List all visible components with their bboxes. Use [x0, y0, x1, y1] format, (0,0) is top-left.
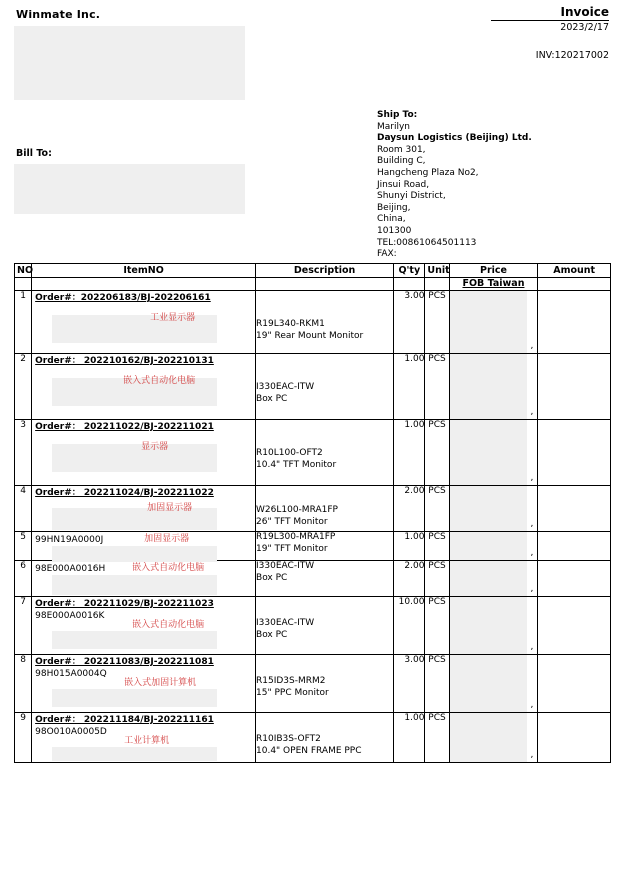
itemno-redacted-block [52, 689, 217, 707]
row-no: 1 [15, 291, 32, 354]
row-amount [538, 597, 611, 655]
row-amount [538, 291, 611, 354]
price-value: , [530, 473, 534, 483]
item-chinese-label: 加固显示器 [147, 503, 193, 513]
itemno-redacted-block [52, 747, 217, 761]
item-chinese-label: 显示器 [141, 442, 169, 452]
row-amount [538, 354, 611, 420]
row-unit: PCS [425, 713, 449, 763]
row-no: 6 [15, 561, 32, 597]
row-itemno-cell [32, 354, 256, 420]
table-row [15, 354, 611, 420]
item-chinese-label: 嵌入式自动化电脑 [123, 376, 196, 386]
row-qty: 3.00 [394, 291, 425, 354]
row-no: 5 [15, 532, 32, 561]
desc-model: R10L100-OFT2 [256, 448, 323, 458]
row-description-cell [256, 291, 394, 354]
col-unit: Unit [425, 264, 449, 278]
row-description-cell [256, 354, 394, 420]
row-qty: 1.00 [394, 354, 425, 420]
row-price [449, 655, 538, 713]
col-qty: Q'ty [394, 264, 425, 278]
item-chinese-label: 嵌入式自动化电脑 [132, 620, 205, 630]
ship-to-line-0: Room 301, [377, 144, 426, 155]
price-value: , [530, 700, 534, 710]
price-redacted-block [450, 532, 528, 560]
ship-to-attn: Marilyn [377, 121, 411, 132]
fob-spacer-amount [538, 278, 611, 291]
order-number: Order#： 202211029/BJ-202211023 [35, 599, 214, 609]
fob-spacer-desc [256, 278, 394, 291]
row-unit: PCS [425, 291, 449, 354]
ship-to-company: Daysun Logistics (Beijing) Ltd. [377, 133, 532, 144]
order-number: Order#： 202210162/BJ-202210131 [35, 356, 214, 366]
ship-to-line-6: China, [377, 214, 406, 225]
fob-term: FOB Taiwan [449, 278, 538, 291]
row-amount [538, 532, 611, 561]
order-number: Order#： 202211184/BJ-202211161 [35, 715, 214, 725]
item-number: 98E000A0016K [35, 611, 105, 621]
row-amount [538, 420, 611, 486]
desc-model: R10IB3S-OFT2 [256, 734, 321, 744]
row-description-cell [256, 561, 394, 597]
ship-to-block [377, 110, 532, 261]
row-price [449, 420, 538, 486]
ship-to-line-9: FAX: [377, 249, 397, 260]
row-no: 7 [15, 597, 32, 655]
item-chinese-label: 嵌入式自动化电脑 [132, 563, 205, 573]
invoice-number: INV:120217002 [535, 50, 609, 61]
price-redacted-block [450, 420, 528, 485]
row-amount [538, 561, 611, 597]
row-no: 3 [15, 420, 32, 486]
item-number: 98O010A0005D [35, 727, 107, 737]
row-qty: 1.00 [394, 713, 425, 763]
price-redacted-block [450, 561, 528, 596]
desc-text: 10.4" OPEN FRAME PPC [256, 745, 362, 756]
desc-model: R19L300-MRA1FP [256, 532, 336, 542]
row-itemno-cell [32, 713, 256, 763]
desc-text: 19" Rear Mount Monitor [256, 330, 364, 341]
row-no: 4 [15, 486, 32, 532]
ship-to-line-2: Hangcheng Plaza No2, [377, 167, 479, 178]
desc-text: 10.4" TFT Monitor [256, 459, 337, 470]
col-itemno: ItemNO [32, 264, 256, 278]
title-underline [491, 20, 609, 21]
order-number: Order#： 202211024/BJ-202211022 [35, 488, 214, 498]
table-row [15, 291, 611, 354]
row-description-cell [256, 420, 394, 486]
itemno-redacted-block [52, 631, 217, 649]
line-items-table [14, 263, 611, 763]
item-chinese-label: 工业显示器 [150, 313, 196, 323]
company-logo-placeholder [14, 26, 245, 100]
row-no: 9 [15, 713, 32, 763]
item-number: 98E000A0016H [35, 564, 106, 574]
price-value: , [530, 519, 534, 529]
row-qty: 3.00 [394, 655, 425, 713]
fob-spacer-qty [394, 278, 425, 291]
fob-row [15, 278, 611, 291]
order-number: Order#：202206183/BJ-202206161 [35, 293, 211, 303]
row-itemno-cell [32, 597, 256, 655]
invoice-header [0, 0, 625, 108]
item-chinese-label: 加固显示器 [144, 534, 190, 544]
price-redacted-block [450, 291, 528, 353]
row-price [449, 291, 538, 354]
ship-to-line-5: Beijing, [377, 202, 411, 213]
row-itemno-cell [32, 561, 256, 597]
desc-model: R15ID3S-MRM2 [256, 676, 326, 686]
order-number: Order#： 202211083/BJ-202211081 [35, 657, 214, 667]
itemno-redacted-block [52, 575, 217, 595]
ship-to-line-1: Building C, [377, 156, 426, 167]
col-no: NO [15, 264, 32, 278]
row-unit: PCS [425, 597, 449, 655]
row-qty: 2.00 [394, 486, 425, 532]
desc-model: I330EAC-ITW [256, 561, 315, 571]
price-redacted-block [450, 597, 528, 654]
row-description-cell [256, 713, 394, 763]
row-price [449, 597, 538, 655]
row-unit: PCS [425, 561, 449, 597]
desc-text: Box PC [256, 629, 288, 640]
table-row [15, 713, 611, 763]
row-itemno-cell [32, 655, 256, 713]
table-row [15, 597, 611, 655]
row-itemno-cell [32, 486, 256, 532]
table-row [15, 486, 611, 532]
item-chinese-label: 嵌入式加固计算机 [124, 678, 197, 688]
price-value: , [530, 750, 534, 760]
fob-spacer-no [15, 278, 32, 291]
table-row [15, 532, 611, 561]
item-number: 98H015A0004Q [35, 669, 107, 679]
price-redacted-block [450, 713, 528, 762]
price-redacted-block [450, 354, 528, 419]
row-unit: PCS [425, 532, 449, 561]
desc-model: I330EAC-ITW [256, 618, 315, 628]
fob-spacer-item [32, 278, 256, 291]
invoice-date: 2023/2/17 [560, 22, 609, 33]
desc-text: 15" PPC Monitor [256, 687, 329, 698]
table-row [15, 655, 611, 713]
ship-to-line-7: 101300 [377, 225, 412, 236]
row-amount [538, 655, 611, 713]
row-amount [538, 486, 611, 532]
desc-text: Box PC [256, 572, 288, 583]
row-qty: 1.00 [394, 532, 425, 561]
price-value: , [530, 341, 534, 351]
row-amount [538, 713, 611, 763]
desc-text: 19" TFT Monitor [256, 543, 328, 554]
desc-model: R19L340-RKM1 [256, 319, 325, 329]
row-description-cell [256, 597, 394, 655]
row-no: 2 [15, 354, 32, 420]
address-section [0, 108, 625, 263]
row-description-cell [256, 532, 394, 561]
ship-to-line-3: Jinsui Road, [377, 179, 430, 190]
row-description-cell [256, 655, 394, 713]
ship-to-label: Ship To: [377, 110, 418, 120]
row-unit: PCS [425, 486, 449, 532]
price-value: , [530, 642, 534, 652]
col-description: Description [256, 264, 394, 278]
table-header-row [15, 264, 611, 278]
order-number: Order#： 202211022/BJ-202211021 [35, 422, 214, 432]
row-qty: 10.00 [394, 597, 425, 655]
desc-text: 26" TFT Monitor [256, 516, 328, 527]
fob-spacer-unit [425, 278, 449, 291]
desc-model: I330EAC-ITW [256, 382, 315, 392]
price-value: , [530, 584, 534, 594]
row-qty: 2.00 [394, 561, 425, 597]
row-unit: PCS [425, 420, 449, 486]
desc-model: W26L100-MRA1FP [256, 505, 338, 515]
row-price [449, 561, 538, 597]
bill-to-label: Bill To: [16, 148, 52, 159]
price-redacted-block [450, 486, 528, 531]
row-itemno-cell [32, 291, 256, 354]
table-row [15, 420, 611, 486]
row-price [449, 713, 538, 763]
ship-to-line-4: Shunyi District, [377, 191, 446, 202]
row-price [449, 486, 538, 532]
price-value: , [530, 548, 534, 558]
col-amount: Amount [538, 264, 611, 278]
company-name: Winmate Inc. [16, 8, 101, 21]
row-price [449, 532, 538, 561]
table-row [15, 561, 611, 597]
row-unit: PCS [425, 354, 449, 420]
ship-to-line-8: TEL:00861064501113 [377, 237, 477, 248]
item-chinese-label: 工业计算机 [124, 736, 170, 746]
price-redacted-block [450, 655, 528, 712]
price-value: , [530, 407, 534, 417]
row-description-cell [256, 486, 394, 532]
row-qty: 1.00 [394, 420, 425, 486]
row-itemno-cell [32, 420, 256, 486]
bill-to-redacted-block [14, 164, 245, 214]
desc-text: Box PC [256, 393, 288, 404]
item-number: 99HN19A0000J [35, 535, 104, 545]
row-price [449, 354, 538, 420]
row-unit: PCS [425, 655, 449, 713]
row-no: 8 [15, 655, 32, 713]
itemno-redacted-block [52, 546, 217, 562]
row-itemno-cell [32, 532, 256, 561]
invoice-title: Invoice [560, 5, 609, 19]
col-price: Price [449, 264, 538, 278]
